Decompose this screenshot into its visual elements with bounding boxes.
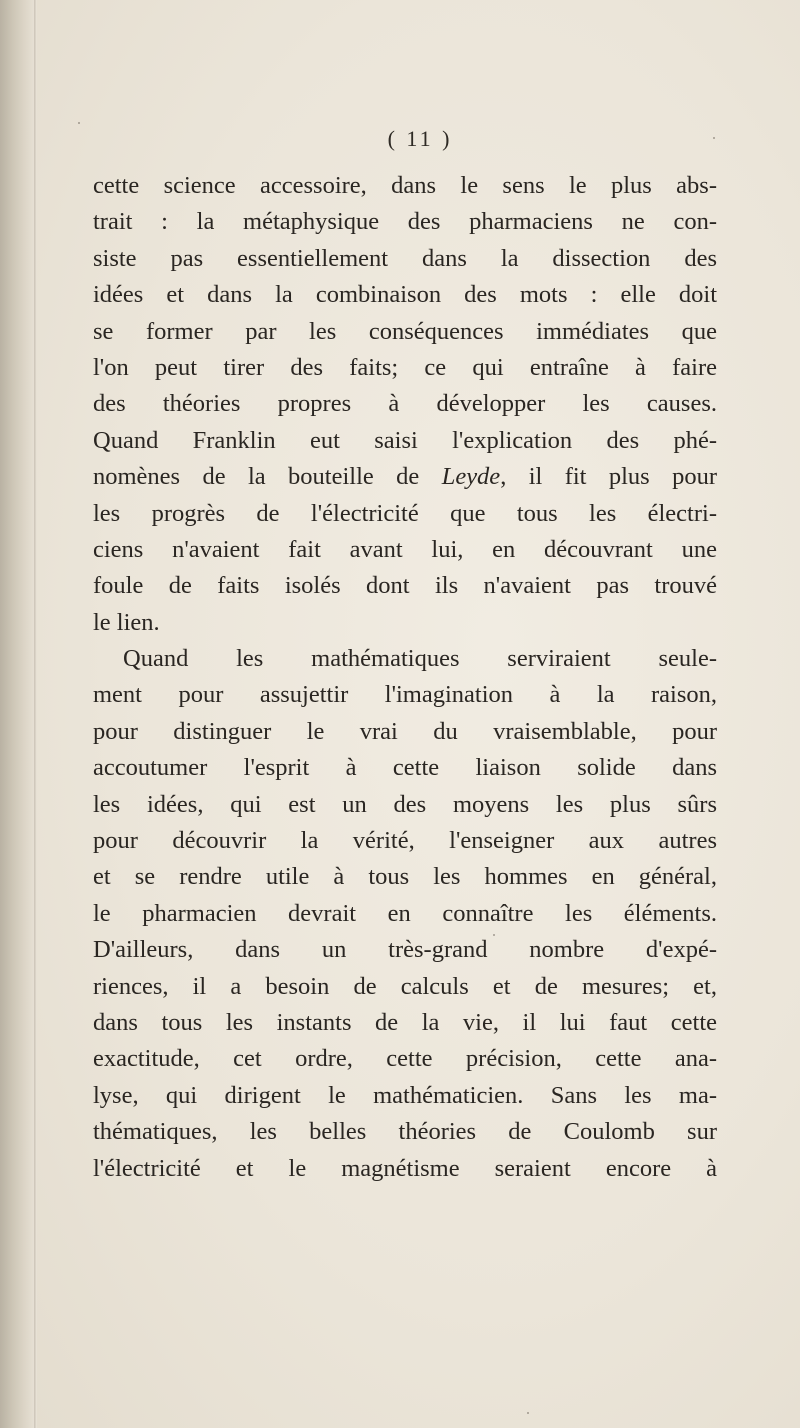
- text-line: l'on peut tirer des faits; ce qui entraîne à faire: [93, 353, 717, 381]
- text-line: ciens n'avaient fait avant lui, en découvrant une: [93, 535, 717, 563]
- paragraph-2: [93, 641, 717, 1187]
- text-line: ment pour assujettir l'imagination à la raison,: [93, 681, 717, 709]
- text-line: les idées, qui est un des moyens les plus sûrs: [93, 790, 717, 818]
- text-line: accoutumer l'esprit à cette liaison solide dans: [93, 754, 717, 782]
- paper-speck: [493, 934, 495, 936]
- paper-speck: [713, 137, 715, 139]
- text-line: des théories propres à développer les causes.: [93, 390, 717, 418]
- text-line: Quand les mathématiques serviraient seule-: [123, 645, 717, 673]
- text-line: idées et dans la combinaison des mots : elle doit: [93, 281, 717, 309]
- text-line: siste pas essentiellement dans la dissection des: [93, 244, 717, 272]
- text-line: pour distinguer le vrai du vraisemblable, pour: [93, 717, 717, 745]
- text-line: trait : la métaphysique des pharmaciens ne con-: [93, 208, 717, 236]
- text-line: le lien.: [93, 608, 160, 636]
- body-text: [93, 168, 717, 1187]
- book-page: [37, 0, 800, 1428]
- text-line: et se rendre utile à tous les hommes en général,: [93, 863, 717, 891]
- text-segment: nomènes de la bouteille de: [93, 463, 442, 491]
- paper-speck: [78, 122, 80, 124]
- text-line: riences, il a besoin de calculs et de mesures; et,: [93, 972, 717, 1000]
- page-number: [37, 126, 800, 152]
- text-line: le pharmacien devrait en connaître les éléments.: [93, 899, 717, 927]
- text-line: thématiques, les belles théories de Coulomb sur: [93, 1118, 717, 1146]
- text-line: foule de faits isolés dont ils n'avaient pas trouvé: [93, 572, 717, 600]
- text-line: lyse, qui dirigent le mathématicien. Sans les ma-: [93, 1081, 717, 1109]
- text-line: D'ailleurs, dans un très-grand nombre d'expé-: [93, 936, 717, 964]
- text-line: exactitude, cet ordre, cette précision, cette ana-: [93, 1045, 717, 1073]
- text-line: se former par les conséquences immédiates que: [93, 317, 717, 345]
- italic-word-leyde: Leyde: [441, 463, 501, 491]
- text-line: dans tous les instants de la vie, il lui faut cette: [93, 1008, 717, 1036]
- paper-speck: [527, 1412, 529, 1414]
- text-line-with-italic: [93, 459, 717, 495]
- text-line: pour découvrir la vérité, l'enseigner aux autres: [93, 827, 717, 855]
- text-segment: , il fit plus pour: [500, 463, 717, 491]
- book-spine-shadow: [0, 0, 36, 1428]
- paragraph-1: [93, 168, 717, 641]
- text-line: Quand Franklin eut saisi l'explication des phé-: [93, 426, 717, 454]
- page-number-text: ( 11 ): [387, 126, 453, 151]
- text-line: l'électricité et le magnétisme seraient encore à: [93, 1154, 717, 1182]
- text-line: cette science accessoire, dans le sens le plus abs-: [93, 172, 717, 199]
- text-line: les progrès de l'électricité que tous les électri-: [93, 499, 717, 527]
